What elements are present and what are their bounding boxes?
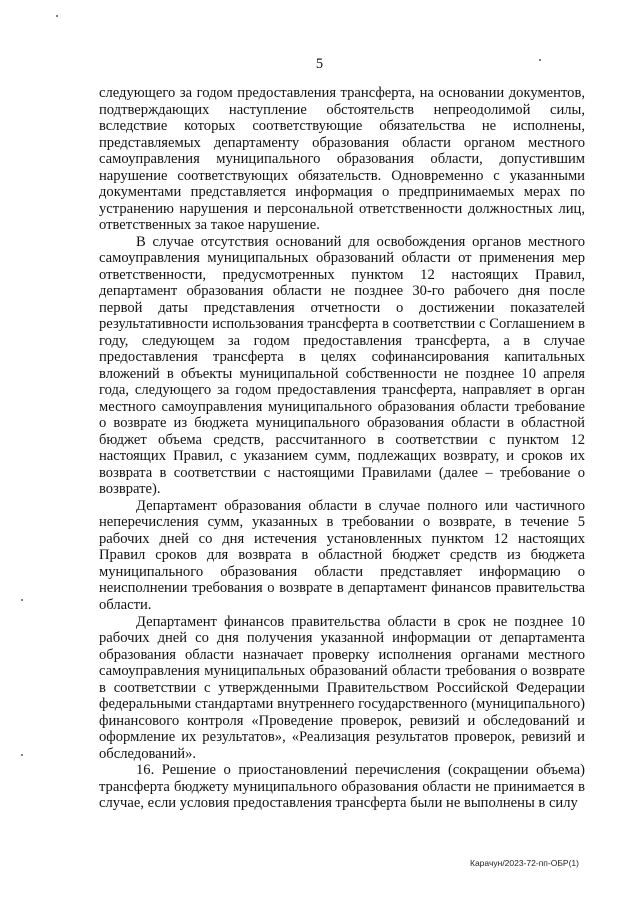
paragraph-2: В случае отсутствия оснований для освобождения органов местного самоуправления муниципальных образований области от применения мер ответственности, предусмотренных пунктом 12 настоящих Правил, департамент образования области не позднее 30-го рабочего дня после первой даты представления отчетности о достижении показателей результативности использования трансферта в соответствии с Соглашением в году, следующем за годом предоставления трансферта, а в случае предоставления трансферта в целях софинансирования капитальных вложений в объекты муниципальной собственности не позднее 10 апреля года, следующего за годом предоставления трансферта, направляет в орган местного самоуправления муниципального образования области требование о возврате из бюджета муниципального образования области в областной бюджет объема средств, рассчитанного в соответствии с пунктом 12 настоящих Правил, с указанием сумм, подлежащих возврату, и сроков их возврата в соответствии с настоящими Правилами (далее – требование о возврате).	[99, 233, 585, 498]
paragraph-4: Департамент финансов правительства области в срок не позднее 10 рабочих дней со дня получения указанной информации от департамента образования области назначает проверку исполнения органами местного самоуправления муниципальных образований области требования о возврате в соответствии с утвержденными Правительством Российской Федерации федеральными стандартами внутреннего государственного (муниципального) финансового контроля «Проведение проверок, ревизий и обследований и оформление их результатов», «Реализация результатов проверок, ревизий и обследований».	[99, 613, 585, 762]
paragraph-5: 16. Решение о приостановлении перечисления (сокращении объема) трансферта бюджету муниципального образования области не принимается в случае, если условия предоставления трансферта были не выполнены в силу	[99, 762, 585, 812]
page-number: 5	[315, 56, 324, 72]
paragraph-3: Департамент образования области в случае полного или частичного неперечисления сумм, указанных в требовании о возврате, в течение 5 рабочих дней со дня истечения установленных пунктом 12 настоящих Правил сроков для возврата в областной бюджет средств из бюджета муниципального образования области представляет информацию о неисполнении требования о возврате в департамент финансов правительства области.	[99, 497, 585, 613]
scan-speck	[21, 599, 23, 601]
document-code: Карачун/2023-72-пп-ОБР(1)	[470, 858, 579, 868]
scan-speck	[56, 15, 58, 17]
paragraph-1: следующего за годом предоставления трансферта, на основании документов, подтверждающих наступление обстоятельств непреодолимой силы, вследствие которых соответствующие обязательства не исполнены, представляемых департаменту образования области органом местного самоуправления муниципального образования области, допустившим нарушение соответствующих обязательств. Одновременно с указанными документами представляется информация о предпринимаемых мерах по устранению нарушения и персональной ответственности должностных лиц, ответственных за такое нарушение.	[99, 85, 585, 234]
scan-speck	[21, 754, 23, 756]
document-body	[99, 85, 585, 812]
